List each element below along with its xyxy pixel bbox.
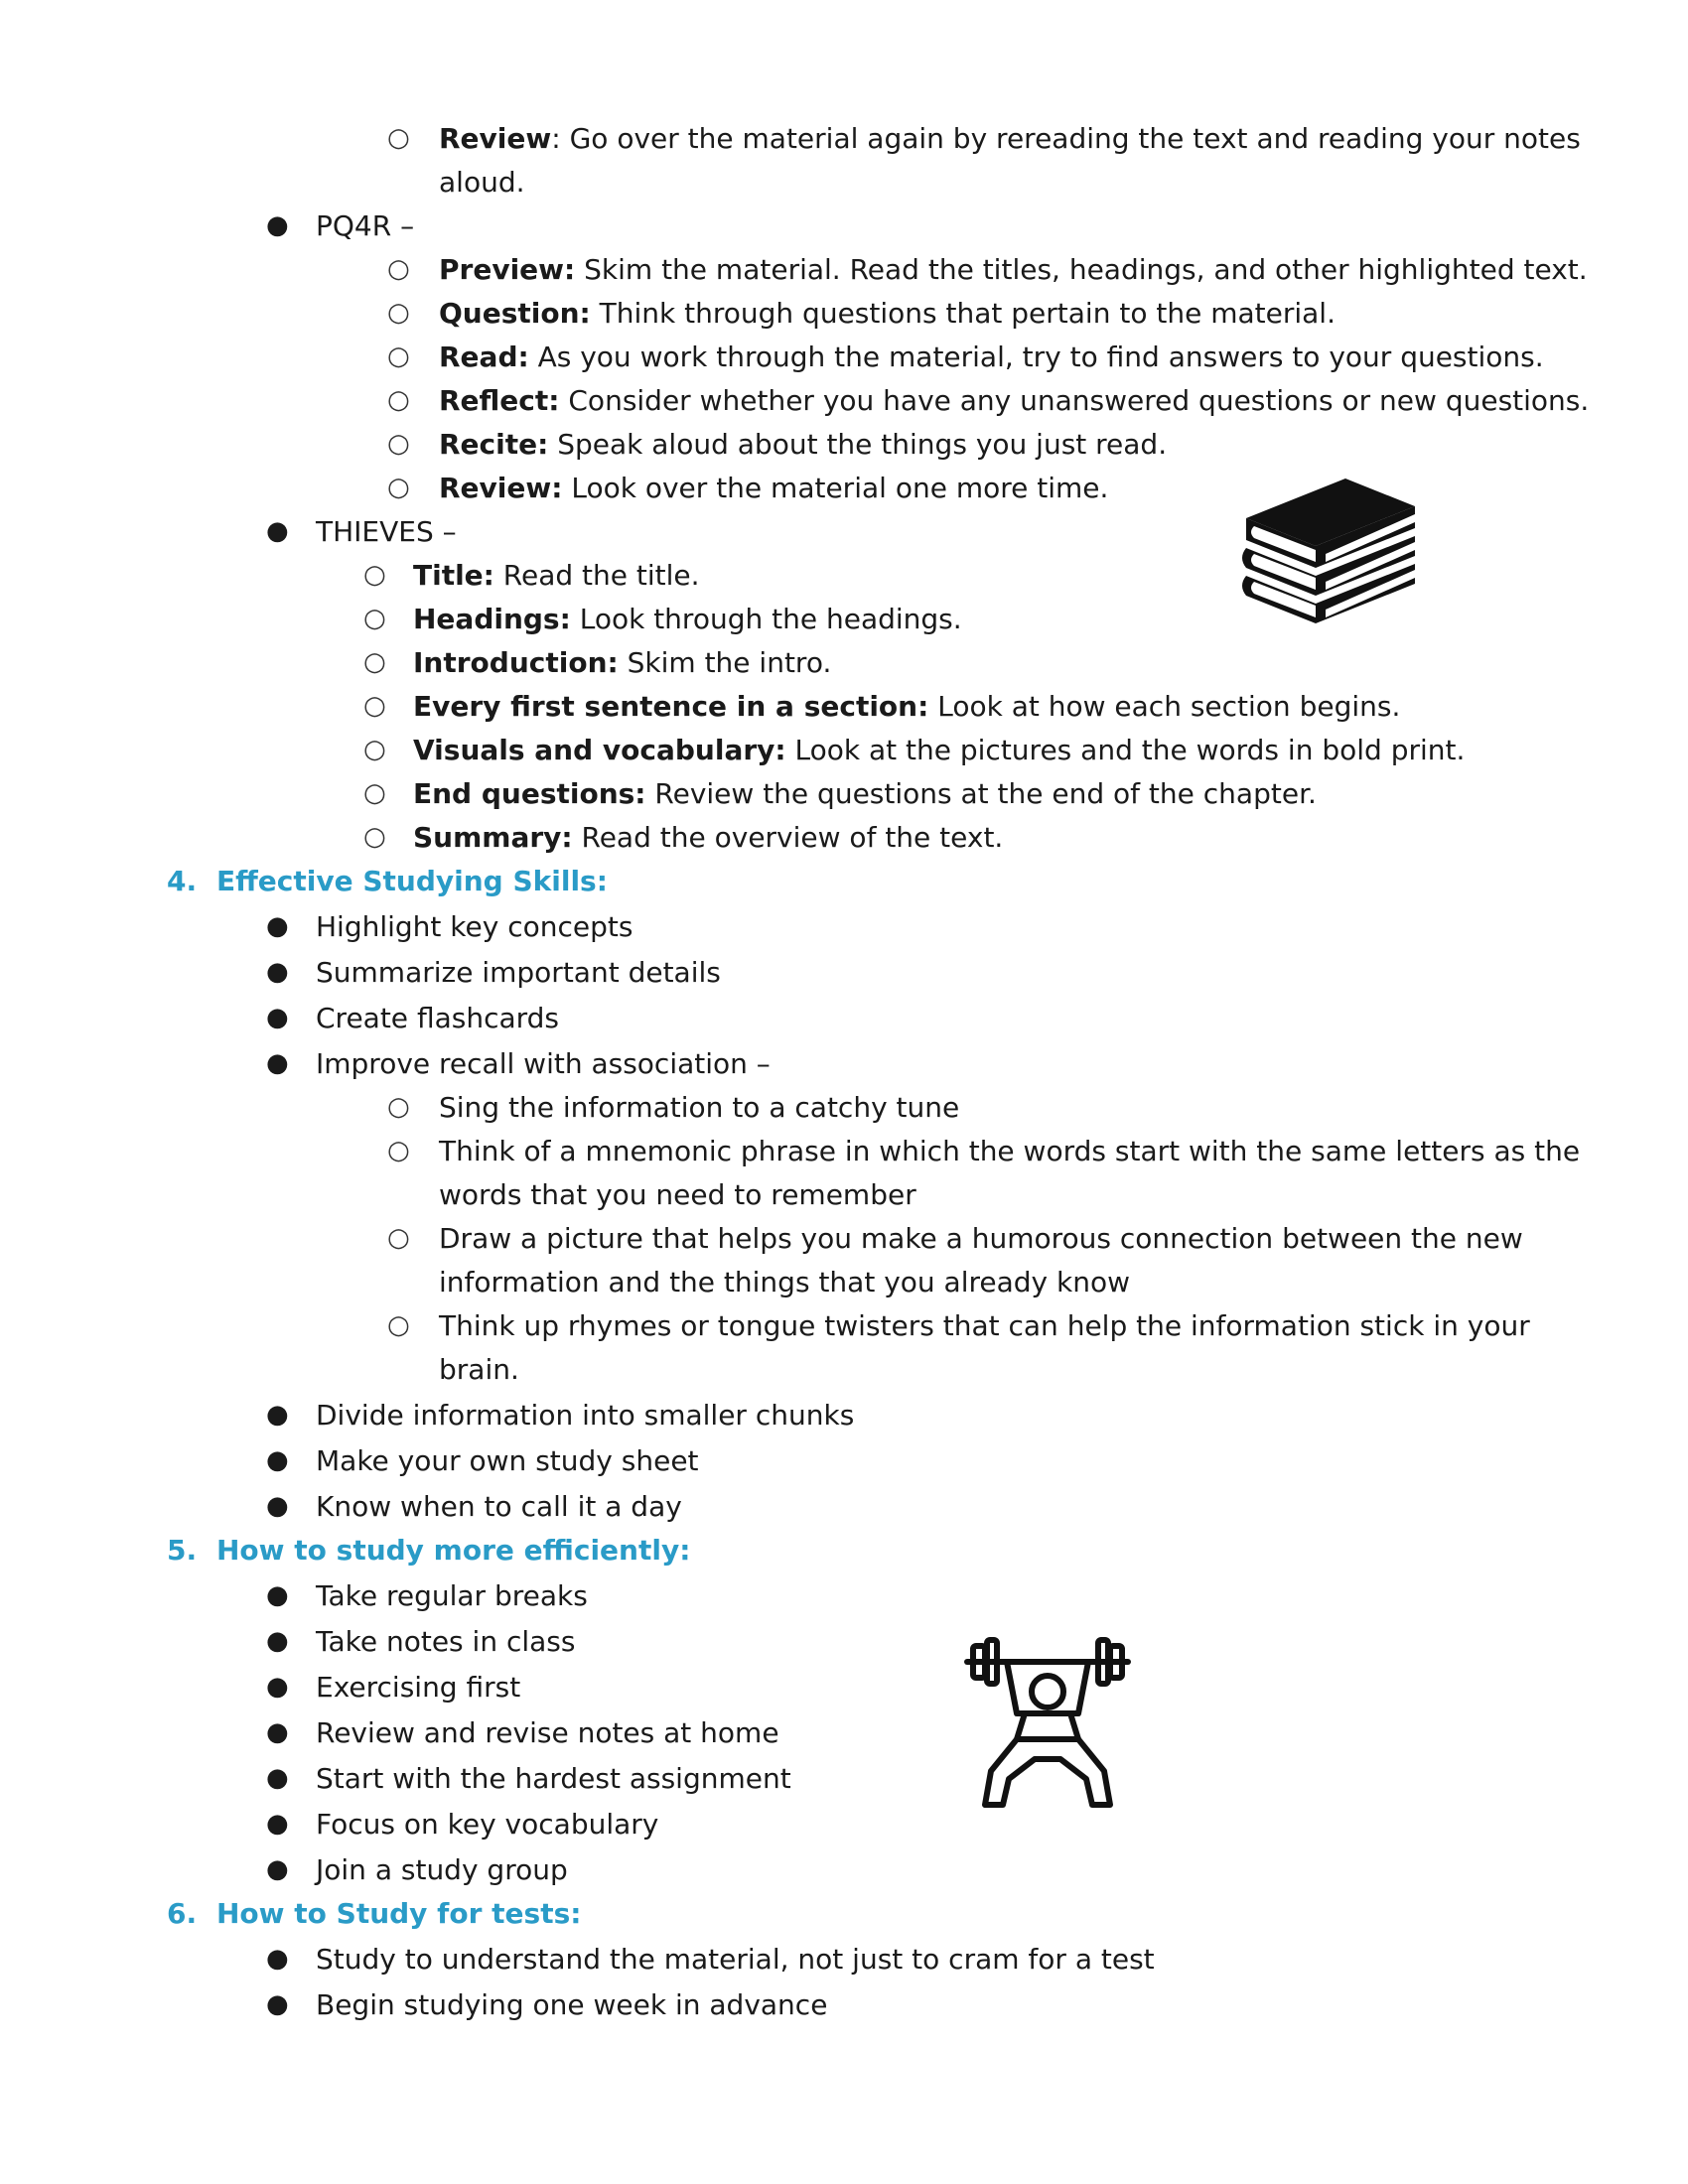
item-label: End questions: [413, 777, 646, 810]
item-label: Headings: [413, 603, 571, 635]
bullet: ● [266, 1445, 289, 1475]
bullet: ● [266, 1048, 289, 1078]
item-label: Introduction: [413, 646, 619, 679]
item-label: Title: [413, 559, 494, 592]
item-text: Make your own study sheet [316, 1444, 699, 1477]
item-text: Think up rhymes or tongue twisters that can help the information stick in your [439, 1309, 1530, 1342]
item-label: Review: [439, 472, 563, 504]
circle-bullet: ○ [363, 735, 386, 764]
pq4r-title: PQ4R – [316, 209, 415, 242]
bullet: ● [266, 210, 289, 240]
item-label: Every first sentence in a section: [413, 690, 929, 723]
item-text: Skim the material. Read the titles, headings, and other highlighted text. [575, 253, 1588, 286]
item-text: brain. [439, 1353, 519, 1386]
circle-bullet: ○ [363, 560, 386, 590]
bullet: ● [266, 1809, 289, 1839]
item-text: Take notes in class [316, 1625, 576, 1658]
item-text: Know when to call it a day [316, 1490, 682, 1523]
item-label: Read: [439, 341, 529, 373]
item-text: Look through the headings. [570, 603, 962, 635]
bullet: ● [266, 1400, 289, 1430]
item-text: Draw a picture that helps you make a humorous connection between the new [439, 1222, 1523, 1255]
books-icon [1236, 478, 1425, 649]
item-label: Summary: [413, 821, 573, 854]
item-text: Consider whether you have any unanswered questions or new questions. [559, 384, 1590, 417]
item-text: Think through questions that pertain to the material. [590, 297, 1336, 330]
item-text: Join a study group [316, 1853, 568, 1886]
circle-bullet: ○ [387, 298, 410, 328]
weightlifter-icon [963, 1628, 1132, 1809]
thieves-title: THIEVES – [316, 515, 457, 548]
bullet: ● [266, 911, 289, 941]
item-text: Review the questions at the end of the chapter. [645, 777, 1317, 810]
circle-bullet: ○ [387, 429, 410, 459]
bullet: ● [266, 1717, 289, 1747]
circle-bullet: ○ [387, 341, 410, 371]
section-number: 6. [167, 1897, 198, 1930]
circle-bullet: ○ [363, 647, 386, 677]
bullet: ● [266, 516, 289, 546]
section-title: How to study more efficiently: [216, 1534, 691, 1567]
bullet: ● [266, 957, 289, 987]
item-text: Review and revise notes at home [316, 1716, 779, 1749]
item-text: Speak aloud about the things you just read. [548, 428, 1168, 461]
item-label: Review [439, 122, 552, 155]
circle-bullet: ○ [363, 778, 386, 808]
item-text: Focus on key vocabulary [316, 1808, 659, 1841]
item-text: Skim the intro. [618, 646, 832, 679]
circle-bullet: ○ [387, 473, 410, 502]
item-text: Exercising first [316, 1671, 521, 1704]
circle-bullet: ○ [363, 604, 386, 633]
bullet: ● [266, 1672, 289, 1702]
bullet: ● [266, 1491, 289, 1521]
item-text: words that you need to remember [439, 1178, 916, 1211]
item-text: As you work through the material, try to find answers to your questions. [528, 341, 1544, 373]
bullet: ● [266, 1944, 289, 1974]
circle-bullet: ○ [387, 1136, 410, 1165]
bullet: ● [266, 1854, 289, 1884]
circle-bullet: ○ [363, 691, 386, 721]
item-text: aloud. [439, 166, 525, 199]
item-text: : Go over the material again by rereading the text and reading your notes [551, 122, 1581, 155]
circle-bullet: ○ [387, 1092, 410, 1122]
item-text: Read the overview of the text. [572, 821, 1004, 854]
section-number: 5. [167, 1534, 198, 1567]
item-text: Divide information into smaller chunks [316, 1399, 855, 1432]
bullet: ● [266, 1580, 289, 1610]
item-text: Sing the information to a catchy tune [439, 1091, 960, 1124]
item-text: Summarize important details [316, 956, 721, 989]
bullet: ● [266, 1763, 289, 1793]
item-text: Study to understand the material, not just to cram for a test [316, 1943, 1155, 1976]
item-text: information and the things that you already know [439, 1266, 1131, 1298]
circle-bullet: ○ [387, 1223, 410, 1253]
circle-bullet: ○ [387, 385, 410, 415]
bullet: ● [266, 1989, 289, 2019]
bullet: ● [266, 1003, 289, 1032]
section-title: How to Study for tests: [216, 1897, 582, 1930]
bullet: ● [266, 1626, 289, 1656]
item-text: Look over the material one more time. [562, 472, 1109, 504]
item-label: Visuals and vocabulary: [413, 734, 786, 766]
circle-bullet: ○ [363, 822, 386, 852]
item-label: Question: [439, 297, 591, 330]
item-text: Create flashcards [316, 1002, 559, 1034]
circle-bullet: ○ [387, 1310, 410, 1340]
item-text: Take regular breaks [316, 1579, 588, 1612]
item-label: Reflect: [439, 384, 560, 417]
circle-bullet: ○ [387, 254, 410, 284]
item-text: Read the title. [493, 559, 700, 592]
item-label: Recite: [439, 428, 549, 461]
item-text: Start with the hardest assignment [316, 1762, 791, 1795]
item-text: Begin studying one week in advance [316, 1988, 828, 2021]
section-number: 4. [167, 865, 198, 897]
item-text: Look at how each section begins. [928, 690, 1401, 723]
item-label: Preview: [439, 253, 576, 286]
section-title: Effective Studying Skills: [216, 865, 608, 897]
item-text: Look at the pictures and the words in bold print. [785, 734, 1466, 766]
item-text: Improve recall with association – [316, 1047, 771, 1080]
circle-bullet: ○ [387, 123, 410, 153]
item-text: Highlight key concepts [316, 910, 633, 943]
item-text: Think of a mnemonic phrase in which the words start with the same letters as the [439, 1135, 1581, 1167]
